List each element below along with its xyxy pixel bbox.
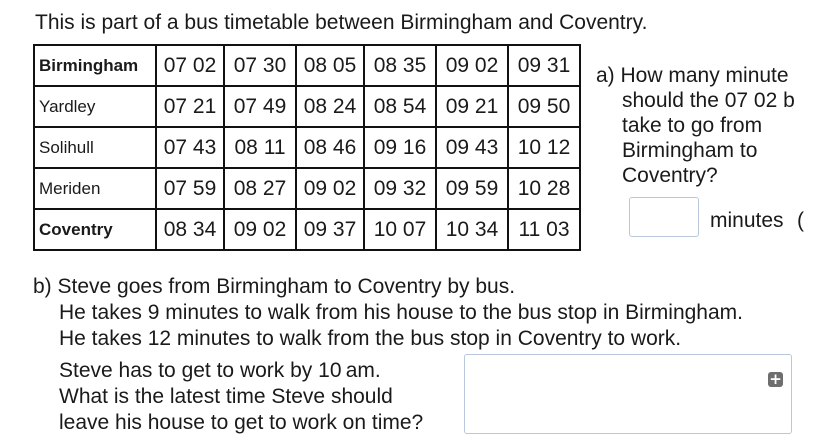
- time-cell: 09 02: [436, 45, 508, 86]
- answer-b-input[interactable]: [464, 354, 792, 434]
- question-b-line: He takes 9 minutes to walk from his house to the bus stop in Birmingham.: [59, 301, 743, 324]
- stop-name-cell: Yardley: [34, 86, 156, 127]
- time-cell: 08 27: [224, 168, 296, 209]
- time-cell: 07 59: [156, 168, 224, 209]
- clipped-paren: (: [797, 209, 804, 232]
- question-a-line: a) How many minute: [596, 64, 789, 87]
- time-cell: 10 12: [508, 127, 580, 168]
- time-cell: 07 21: [156, 86, 224, 127]
- time-cell: 07 43: [156, 127, 224, 168]
- time-cell: 08 34: [156, 209, 224, 250]
- time-cell: 09 50: [508, 86, 580, 127]
- time-cell: 08 05: [296, 45, 364, 86]
- time-cell: 09 21: [436, 86, 508, 127]
- time-cell: 10 28: [508, 168, 580, 209]
- time-cell: 07 30: [224, 45, 296, 86]
- stop-name-cell: Coventry: [34, 209, 156, 250]
- time-cell: 10 34: [436, 209, 508, 250]
- intro-text: This is part of a bus timetable between Birmingham and Coventry.: [35, 11, 648, 34]
- time-cell: 08 11: [224, 127, 296, 168]
- question-a-line: take to go from: [622, 114, 763, 137]
- time-cell: 09 02: [296, 168, 364, 209]
- time-cell: 09 43: [436, 127, 508, 168]
- question-b-line: b) Steve goes from Birmingham to Coventry by bus.: [33, 275, 516, 298]
- plus-square-icon[interactable]: +: [769, 370, 782, 388]
- time-cell: 07 02: [156, 45, 224, 86]
- time-cell: 11 03: [508, 209, 580, 250]
- timetable-row: [34, 127, 580, 168]
- question-b-line: What is the latest time Steve should: [59, 385, 393, 408]
- bus-timetable: [33, 44, 581, 251]
- timetable-row: [34, 86, 580, 127]
- stop-name-cell: Meriden: [34, 168, 156, 209]
- question-b-line: leave his house to get to work on time?: [59, 411, 424, 434]
- time-cell: 09 31: [508, 45, 580, 86]
- timetable-row: [34, 168, 580, 209]
- question-a: [596, 63, 816, 188]
- time-cell: 09 59: [436, 168, 508, 209]
- timetable-row: [34, 45, 580, 86]
- question-b-line: He takes 12 minutes to walk from the bus stop in Coventry to work.: [59, 327, 682, 350]
- time-cell: 08 24: [296, 86, 364, 127]
- answer-a-input[interactable]: [629, 197, 699, 237]
- time-cell: 08 35: [364, 45, 436, 86]
- time-cell: 08 54: [364, 86, 436, 127]
- question-a-line: should the 07 02 b: [622, 89, 795, 112]
- time-cell: 09 02: [224, 209, 296, 250]
- answer-a-unit-label: minutes: [710, 209, 784, 232]
- time-cell: 09 16: [364, 127, 436, 168]
- time-cell: 10 07: [364, 209, 436, 250]
- question-a-line: Birmingham to: [622, 139, 758, 162]
- question-a-line: Coventry?: [622, 164, 718, 187]
- time-cell: 08 46: [296, 127, 364, 168]
- timetable-row: [34, 209, 580, 250]
- question-b-line: Steve has to get to work by 10 am.: [59, 359, 381, 382]
- time-cell: 09 37: [296, 209, 364, 250]
- stop-name-cell: Birmingham: [34, 45, 156, 86]
- stop-name-cell: Solihull: [34, 127, 156, 168]
- time-cell: 07 49: [224, 86, 296, 127]
- time-cell: 09 32: [364, 168, 436, 209]
